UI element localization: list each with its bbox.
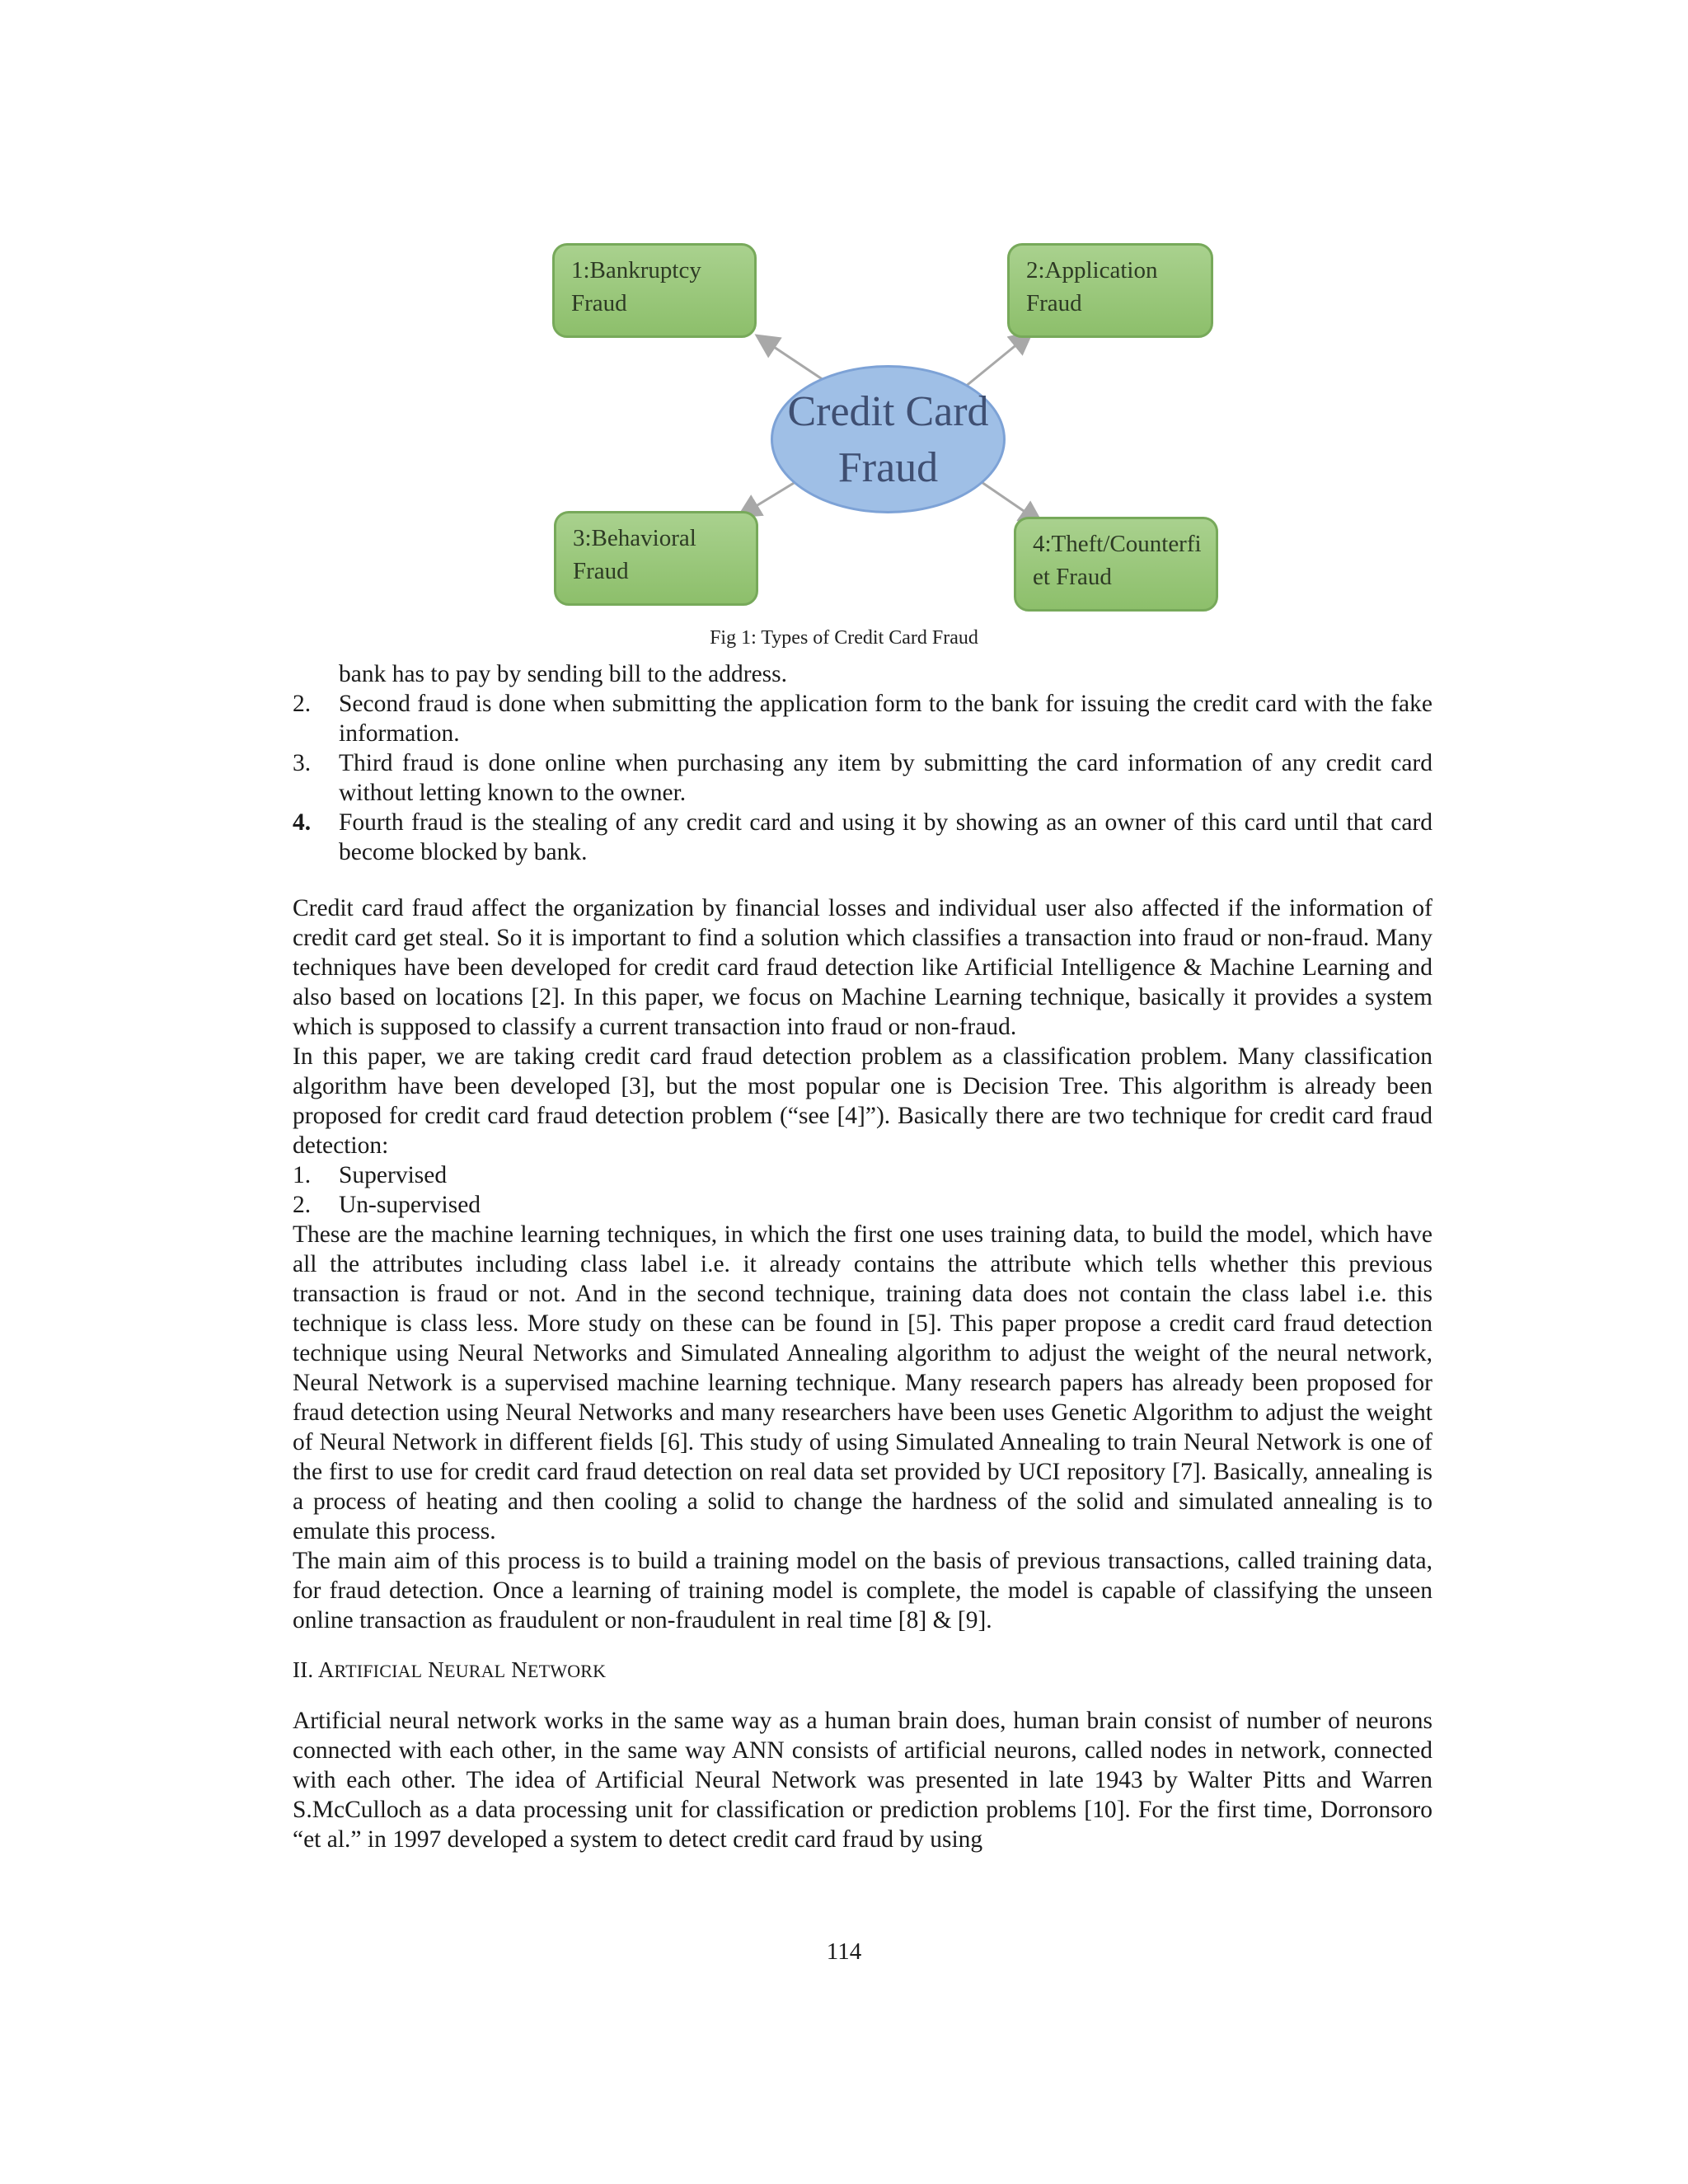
heading-initial: A [317,1657,335,1682]
theft-counterfeit-fraud-box [1014,517,1218,612]
list-item [293,1190,1432,1220]
paragraph: Artificial neural network works in the same way as a human brain does, human brain consist of number of neurons connected with each other, in the same way ANN consists of artificial neurons, called nodes in network, connected with each other. The idea of Artificial Neural Network was presented in late 1943 by Walter Pitts and Warren S.McCulloch as a data processing unit for classification or prediction problems [10]. For the first time, Dorronsoro “et al.” in 1997 developed a system to detect credit card fraud by using [293,1708,1432,1853]
section-number: II. [293,1657,314,1682]
list-text: Third fraud is done online when purchasing any item by submitting the card information of any credit card without letting known to the owner. [339,750,1432,806]
application-fraud-box [1007,243,1213,338]
box-label-line1: 4:Theft/Counterfi [1033,531,1202,557]
list-text: Un-supervised [339,1192,481,1218]
list-number: 3. [293,750,312,776]
heading-initial: N [428,1657,444,1682]
list-text: Supervised [339,1162,448,1188]
arrow-to-application [964,332,1032,387]
figure-caption: Fig 1: Types of Credit Card Fraud [710,627,978,649]
box-label-line1: 3:Behavioral [573,525,696,551]
fraud-types-diagram [544,235,1232,618]
list-item-continued [293,659,1432,689]
bankruptcy-fraud-box [552,243,757,338]
list-item [293,808,1432,867]
page-number: 114 [826,1938,862,1965]
heading-smallcaps: ETWORK [527,1661,607,1681]
heading-smallcaps: RTIFICIAL [334,1661,423,1681]
heading-initial: N [511,1657,528,1682]
list-number: 1. [293,1162,312,1188]
list-text: Second fraud is done when submitting the application form to the bank for issuing the credit card with the fake information. [339,691,1432,747]
ellipse-label-line2: Fraud [837,444,939,491]
box-label-line1: 2:Application [1026,257,1158,284]
heading-smallcaps: EURAL [443,1661,506,1681]
list-text: Fourth fraud is the stealing of any credit card and using it by showing as an owner of this card until that card become blocked by bank. [339,809,1432,865]
box-label-line2: Fraud [573,558,629,584]
list-number: 2. [293,691,312,717]
box-label-line1: 1:Bankruptcy [571,257,701,284]
list-number: 2. [293,1192,312,1218]
box-label-line2: Fraud [571,290,627,316]
paragraph: In this paper, we are taking credit card fraud detection problem as a classification problem. Many classification algorithm have been developed [3], but the most popular one is Decision Tree. This algorithm is already been proposed for credit card fraud detection problem (“see [4]”). Basically there are two technique for credit card fraud detection: [293,1043,1432,1159]
list-number: 4. [293,809,312,836]
credit-card-fraud-ellipse [771,365,1006,513]
main-text [293,659,1432,1854]
paragraph: The main aim of this process is to build a training model on the basis of previous transactions, called training data, for fraud detection. Once a learning of training model is complete, the model is capable of classifying the unseen online transaction as fraudulent or non-fraudulent in real time [8] & [9]. [293,1548,1432,1633]
ellipse-label-line1: Credit Card [787,388,989,435]
list-text: bank has to pay by sending bill to the address. [339,661,788,687]
paragraph: These are the machine learning techniques, in which the first one uses training data, to build the model, which have all the attributes including class label i.e. it already contains the attribute which tells whether this previous transaction is fraud or not. And in the second technique, training data does not contain the class label i.e. this technique is class less. More study on these can be found in [5]. This paper propose a credit card fraud detection technique using Neural Networks and Simulated Annealing algorithm to adjust the weight of the neural network, Neural Network is a supervised machine learning technique. Many research papers has already been proposed for fraud detection using Neural Networks and many researchers have been uses Genetic Algorithm to adjust the weight of Neural Network in different fields [6]. This study of using Simulated Annealing to train Neural Network is one of the first to use for credit card fraud detection on real data set provided by UCI repository [7]. Basically, annealing is a process of heating and then cooling a solid to change the hardness of the solid and simulated annealing is to emulate this process. [293,1221,1432,1544]
behavioral-fraud-box [554,511,758,606]
list-item [293,689,1432,748]
box-label-line2: et Fraud [1033,564,1112,590]
box-label-line2: Fraud [1026,290,1082,316]
list-item [293,748,1432,808]
list-item [293,1160,1432,1190]
arrow-to-bankruptcy [757,335,828,383]
section-heading [293,1655,1432,1686]
paragraph: Credit card fraud affect the organization by financial losses and individual user also affected if the information of credit card get steal. So it is important to find a solution which classifies a transaction into fraud or non-fraud. Many techniques have been developed for credit card fraud detection like Artificial Intelligence & Machine Learning and also based on locations [2]. In this paper, we focus on Machine Learning technique, basically it provides a system which is supposed to classify a current transaction into fraud or non-fraud. [293,895,1432,1040]
